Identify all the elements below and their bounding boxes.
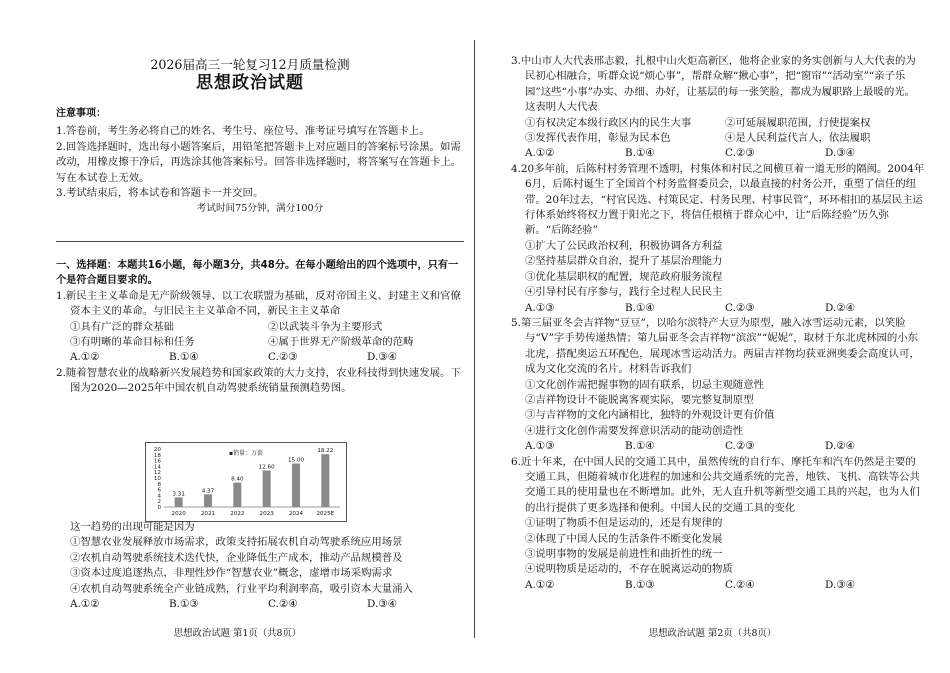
q3-choice-a: A.①②	[525, 147, 555, 160]
q1-option-4: ④属于世界无产阶级革命的范畴	[268, 336, 414, 349]
q6-option-1: ①证明了物质不但是运动的，还是有规律的	[525, 517, 723, 530]
q2-options	[56, 520, 466, 612]
y-tick-label: 4	[157, 493, 161, 500]
q5-choice-d: D.②④	[825, 440, 855, 453]
q4-option-2: ②坚持基层群众自治，提升了基层治理能力	[525, 255, 723, 268]
notice-1: 1.答卷前，考生务必将自己的姓名、考生号、座位号、准考证号填写在答题卡上。	[56, 125, 430, 138]
q5-choice-a: A.①③	[525, 440, 555, 453]
right-page	[475, 0, 950, 673]
q3-option-4: ④是人民利益代言人，依法履职	[725, 132, 871, 145]
footer-left: 思想政治试题 第1页（共8页）	[173, 628, 302, 639]
y-tick-label: 18	[153, 452, 161, 459]
notice-block	[56, 106, 464, 217]
q3-option-3: ③发挥代表作用，彰显为民本色	[525, 132, 671, 145]
q1-stem: 1.新民主主义革命是无产阶级领导、以工农联盟为基础，反对帝国主义、封建主义和官僚资本主义的革命。与旧民主主义革命不同，新民主主义革命	[56, 289, 461, 318]
q1-option-2: ②以武装斗争为主要形式	[268, 320, 383, 333]
q5-choice-c: C.②③	[725, 440, 755, 453]
chart-legend: ▪销量：万套	[228, 450, 264, 457]
q3-option-2: ②可延展履职范围，行使提案权	[725, 116, 871, 129]
q3-choice-c: C.②③	[725, 147, 755, 160]
q2-option-1: ①智慧农业发展释放市场需求，政策支持拓展农机自动驾驶系统应用场景	[70, 536, 403, 549]
bar-value-label: 3.31	[172, 491, 185, 498]
x-tick-label: 2024	[288, 511, 304, 517]
section-1-title: 一、选择题：本题共16小题，每小题3分，共48分。在每小题给出的四个选项中，只有一个是符合题目要求的。	[56, 260, 459, 287]
q6-option-2: ②体现了中国人民的生活条件不断变化发展	[525, 532, 723, 545]
chart-bar	[321, 454, 329, 507]
notice-2: 2.回答选择题时，选出每小题答案后，用铅笔把答题卡上对应题目的答案标号涂黑。如需改动，用橡皮擦干净后，再选涂其他答案标号。回答非选择题时，将答案写在答题卡上。写在本试卷上无效。	[56, 140, 462, 184]
q4-option-4: ④引导村民有序参与，践行全过程人民民主	[525, 286, 723, 299]
section-1	[56, 258, 466, 397]
q4-option-3: ③优化基层职权的配置，规范政府服务流程	[525, 270, 723, 283]
x-tick-label: 2022	[230, 511, 245, 517]
q5-stem: 5.第三届亚冬会吉祥物“豆豆”，以哈尔滨特产大豆为原型，融入冰雪运动元素，以笑脸与“V”字手势传递热情；第九届亚冬会吉祥物“滨滨”“妮妮”，取材于东北虎林园的小东北虎，搭配奥运五环配色，展现冰雪运动活力。两届吉祥物均获亚洲奥委会高度认可，成为文化交流的名片。材料告诉我们	[511, 316, 920, 376]
question-1	[56, 289, 466, 366]
subject-title: 思想政治试题	[196, 73, 304, 93]
q3-choice-d: D.③④	[825, 147, 855, 160]
q5-option-3: ③与吉祥物的文化内涵相比，独特的外观设计更有价值	[525, 409, 775, 422]
y-tick-label: 8	[157, 481, 161, 488]
y-tick-label: 12	[153, 470, 161, 477]
q1-option-1: ①具有广泛的群众基础	[70, 320, 174, 333]
q6-choice-d: D.③④	[825, 578, 855, 591]
q5-option-2: ②吉祥物设计不能脱离客观实际，要完整复制原型	[525, 393, 754, 406]
x-tick-label: 2021	[200, 511, 216, 517]
q4-choice-b: B.①④	[625, 301, 655, 314]
sales-chart-svg	[146, 443, 346, 521]
chart-bar	[263, 470, 271, 507]
x-tick-label: 2023	[259, 511, 274, 517]
q1-choice-b: B.①④	[169, 351, 199, 364]
y-tick-label: 20	[153, 447, 161, 453]
y-tick-label: 14	[153, 464, 161, 471]
q1-choice-a: A.①②	[70, 351, 100, 364]
q5-option-1: ①文化创作需把握事物的固有联系，切忌主观随意性	[525, 378, 764, 391]
time-info: 考试时间75分钟，满分100分	[196, 203, 324, 215]
chart-bar	[175, 497, 183, 507]
question-5	[511, 316, 925, 455]
q6-option-4: ④说明物质是运动的，不存在脱离运动的物质	[525, 563, 733, 576]
y-tick-label: 10	[153, 476, 161, 482]
q6-choice-b: B.①③	[625, 578, 655, 591]
q6-choice-c: C.②④	[725, 578, 755, 591]
q4-stem: 4.20多年前，后陈村村务管理不透明，村集体和村民之间横亘着一道无形的隔阂。2004年6月，后陈村诞生了全国首个村务监督委员会，以最直接的村务公开，重塑了信任的纽带。20年过去，“村官民选、村策民定、村务民理、村事民管”，环环相扣的基层民主运行体系始终将权力置于阳光之下，将信任根植于群众心中，让“后陈经验”历久弥新。“后陈经验”	[511, 162, 925, 237]
bar-value-label: 15.00	[287, 457, 305, 464]
q2-option-3: ③资本过度追逐热点，非理性炒作“智慧农业”概念，虚增市场采购需求	[70, 567, 393, 580]
chart-bar	[233, 483, 241, 507]
question-4	[511, 162, 925, 316]
y-tick-label: 0	[157, 505, 161, 511]
notice-title: 注意事项：	[56, 108, 106, 119]
q2-choice-a: A.①②	[70, 598, 100, 611]
y-tick-label: 16	[153, 458, 161, 465]
right-column	[511, 54, 925, 593]
q3-choice-b: B.①④	[625, 147, 655, 160]
q3-option-1: ①有权决定本级行政区内的民生大事	[525, 116, 692, 129]
q3-stem: 3.中山市人大代表邢志毅，扎根中山火炬高新区，他将企业家的务实创新与人大代表的为民初心相融合，听群众说“烦心事”，帮群众解“揪心事”，把“窗帘”“活动室”“亲子乐园”这些“小事”办实、办细、办好，让基层的每一张笑脸，都成为履职路上最暖的光。这表明人大代表	[511, 55, 916, 114]
q4-option-1: ①扩大了公民政治权利，积极协调各方利益	[525, 239, 723, 252]
chart-bar	[292, 464, 300, 508]
q6-stem: 6.近十年来，在中国人民的交通工具中，虽然传统的自行车、摩托车和汽车仍然是主要的交通工具，但随着城市化进程的加速和公共交通系统的完善，地铁、飞机、高铁等公共交通工具的使用量也在不断增加。此外，无人直升机等新型交通工具的兴起，也为人们的出行提供了更多选择和便利。中国人民的交通工具的变化	[511, 455, 920, 514]
bar-value-label: 18.22	[317, 448, 334, 455]
y-tick-label: 2	[157, 499, 161, 506]
bar-value-label: 4.37	[201, 488, 215, 495]
question-2	[56, 366, 466, 397]
q1-choice-d: D.③④	[367, 351, 397, 364]
q6-choice-a: A.①②	[525, 578, 555, 591]
bar-value-label: 12.60	[258, 464, 275, 471]
question-3	[511, 54, 925, 162]
q2-choice-d: D.③④	[367, 598, 397, 611]
bar-value-label: 8.40	[231, 476, 244, 483]
q1-option-3: ③有明晰的革命目标和任务	[70, 336, 195, 349]
y-tick-label: 6	[157, 487, 161, 494]
q6-option-3: ③说明事物的发展是前进性和曲折性的统一	[525, 548, 723, 560]
x-tick-label: 2025E	[316, 511, 335, 517]
question-6	[511, 455, 925, 594]
q2-option-2: ②农机自动驾驶系统技术迭代快，企业降低生产成本，推动产品规模普及	[70, 551, 403, 564]
q4-choice-a: A.①③	[525, 301, 555, 314]
q2-lead: 这一趋势的出现可能是因为	[70, 521, 195, 533]
x-tick-label: 2020	[171, 511, 186, 517]
q5-option-4: ④进行文化创作需要发挥意识活动的能动创造性	[525, 424, 744, 437]
q5-choice-b: B.①④	[625, 440, 655, 453]
sales-chart	[145, 442, 347, 522]
q4-choice-d: D.②④	[825, 301, 855, 314]
footer-right: 思想政治试题 第2页（共8页）	[648, 628, 777, 639]
q1-choice-c: C.②③	[268, 351, 298, 364]
q2-stem: 2.随着智慧农业的战略新兴发展趋势和国家政策的大力支持，农业科技得到快速发展。下图为2020—2025年中国农机自动驾驶系统销量预测趋势图。	[56, 366, 461, 395]
notice-3: 3.考试结束后，将本试卷和答题卡一并交回。	[56, 187, 264, 200]
q2-option-4: ④农机自动驾驶系统全产业链成熟，行业平均利润率高，吸引资本大量涌入	[70, 582, 413, 595]
q4-choice-c: C.②③	[725, 301, 755, 314]
notice-rule	[56, 241, 464, 242]
q2-choice-c: C.②④	[268, 598, 298, 611]
exam-header: 2026届高三一轮复习12月质量检测	[150, 57, 350, 72]
chart-bar	[204, 494, 212, 507]
q2-choice-b: B.①③	[169, 598, 199, 611]
